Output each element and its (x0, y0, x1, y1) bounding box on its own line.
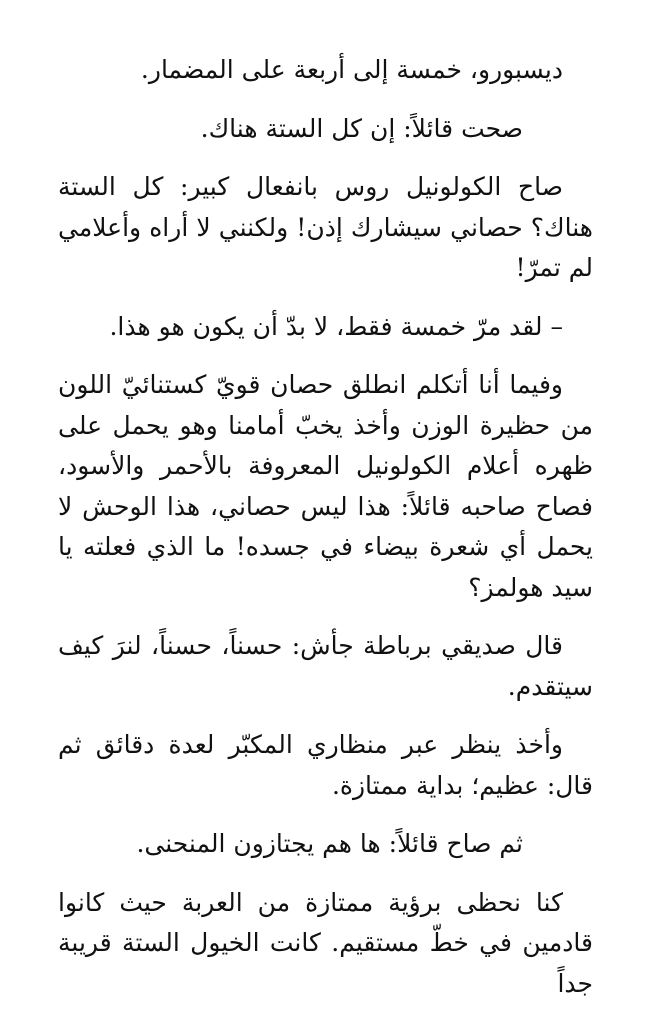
paragraph-4: – لقد مرّ خمسة فقط، لا بدّ أن يكون هو هذا. (109, 311, 563, 341)
paragraph-5: وفيما أنا أتكلم انطلق حصان قويّ كستنائيّ اللون من حظيرة الوزن وأخذ يخبّ أمامنا وهو يحمل على ظهره أعلام الكولونيل المعروفة بالأحمر والأسود، فصاح صاحبه قائلاً: هذا ليس حصاني، هذا الوحش لا يحمل أي شعرة بيضاء في جسده! ما الذي فعلته يا سيد هولمز؟ (58, 370, 593, 602)
paragraph-7: وأخذ ينظر عبر منظاري المكبّر لعدة دقائق ثم قال: عظيم؛ بداية ممتازة. (58, 730, 593, 800)
book-page (58, 50, 593, 1022)
paragraph-2: صحت قائلاً: إن كل الستة هناك. (200, 113, 523, 143)
paragraph-3: صاح الكولونيل روس بانفعال كبير: كل الستة هناك؟ حصاني سيشارك إذن! ولكنني لا أراه وأعلامي لم تمرّ! (58, 172, 593, 282)
paragraph-1: ديسبورو، خمسة إلى أربعة على المضمار. (140, 55, 563, 84)
paragraph-8: ثم صاح قائلاً: ها هم يجتازون المنحنى. (136, 829, 523, 858)
paragraph-6: قال صديقي برباطة جأش: حسناً، حسناً، لنرَ كيف سيتقدم. (58, 631, 593, 701)
paragraph-9: كنا نحظى برؤية ممتازة من العربة حيث كانوا قادمين في خطّ مستقيم. كانت الخيول الستة قريبة جداً (58, 887, 593, 998)
